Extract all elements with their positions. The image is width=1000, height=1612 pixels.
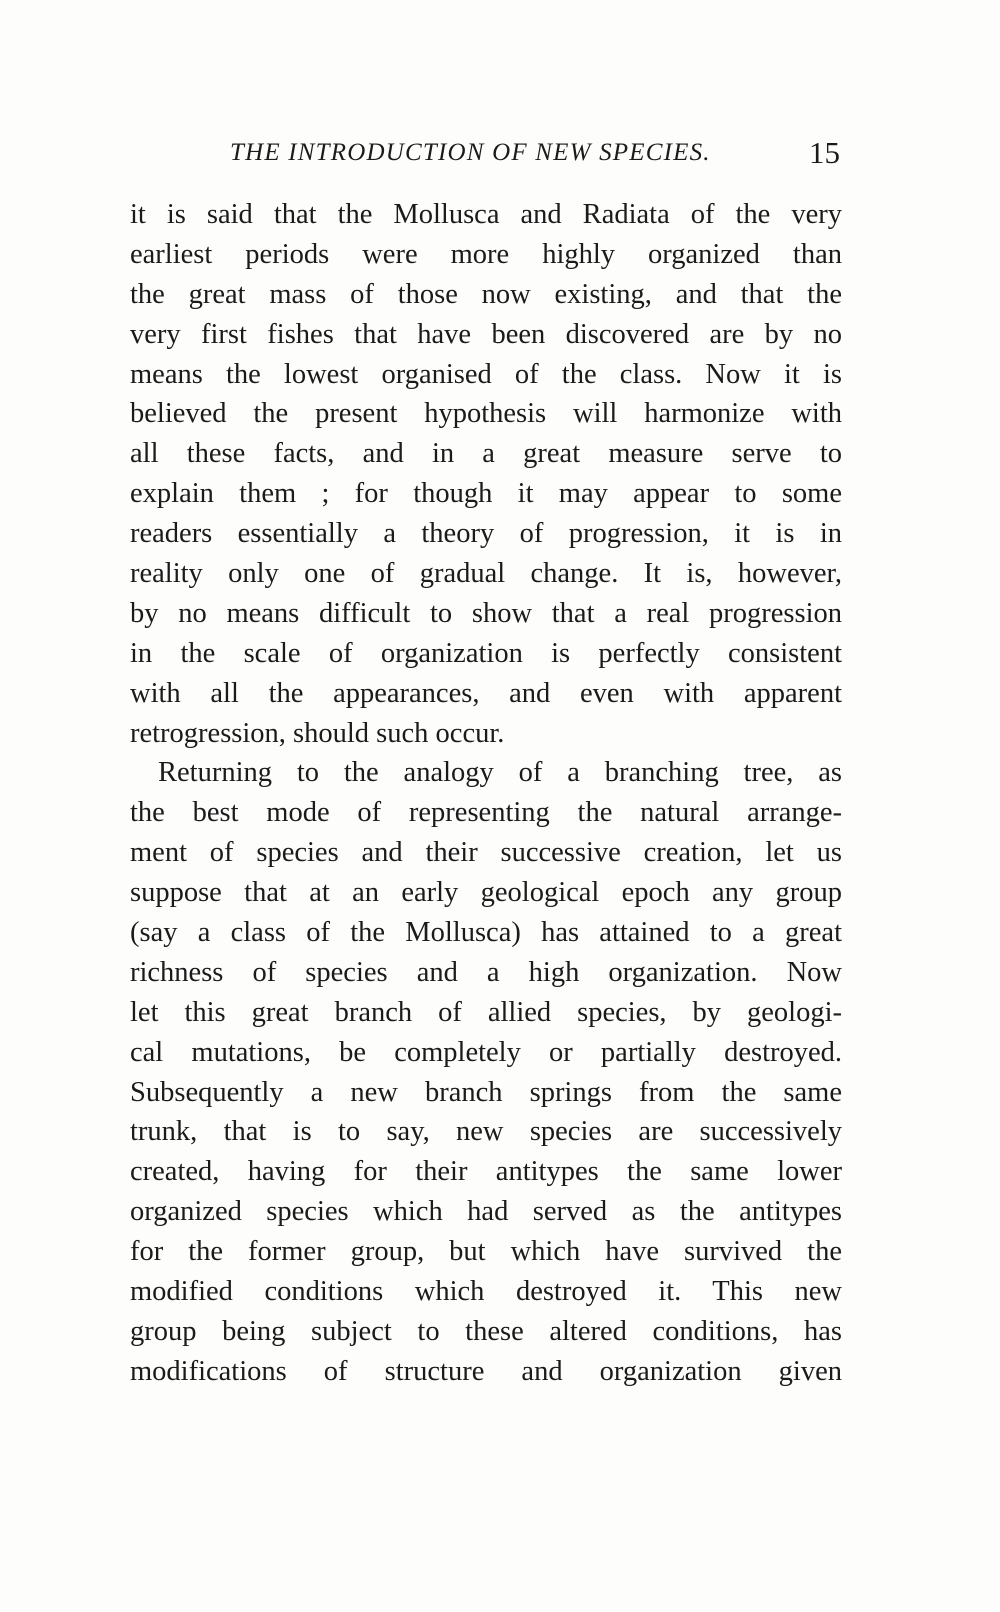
text-line: the great mass of those now existing, and that the — [130, 278, 842, 310]
text-line: richness of species and a high organization. Now — [130, 956, 842, 988]
text-line: for the former group, but which have survived the — [130, 1236, 842, 1268]
text-line: earliest periods were more highly organized than — [130, 238, 842, 270]
text-line: the best mode of representing the natural arrange- — [130, 797, 842, 829]
text-line: retrogression, should such occur. — [130, 717, 505, 749]
text-line: suppose that at an early geological epoch any group — [130, 877, 842, 909]
running-title: THE INTRODUCTION OF NEW SPECIES. — [230, 139, 711, 166]
text-line: explain them ; for though it may appear to some — [130, 478, 842, 510]
text-line: believed the present hypothesis will harmonize with — [130, 398, 842, 430]
text-line: readers essentially a theory of progression, it is in — [130, 518, 842, 550]
body-text — [130, 195, 842, 1392]
text-line: ment of species and their successive creation, let us — [130, 837, 842, 869]
text-line: group being subject to these altered conditions, has — [130, 1315, 842, 1347]
paragraph-1 — [130, 195, 842, 753]
text-line: cal mutations, be completely or partially destroyed. — [130, 1036, 842, 1068]
text-line: trunk, that is to say, new species are successively — [130, 1116, 842, 1148]
text-line: created, having for their antitypes the same lower — [130, 1156, 842, 1188]
text-line: means the lowest organised of the class. Now it is — [130, 358, 842, 390]
text-line: Returning to the analogy of a branching tree, as — [158, 757, 842, 789]
text-line: all these facts, and in a great measure serve to — [130, 438, 842, 470]
text-line: it is said that the Mollusca and Radiata of the very — [130, 199, 842, 230]
text-line: let this great branch of allied species, by geologi- — [130, 996, 842, 1028]
text-line: with all the appearances, and even with apparent — [130, 677, 842, 709]
text-line: reality only one of gradual change. It is, however, — [130, 558, 842, 590]
text-line: modifications of structure and organization given — [130, 1355, 842, 1387]
text-line: by no means difficult to show that a real progression — [130, 597, 842, 629]
text-line: (say a class of the Mollusca) has attained to a great — [130, 917, 842, 949]
page-number: 15 — [809, 135, 840, 170]
text-line: organized species which had served as the antitypes — [130, 1196, 842, 1228]
running-head — [230, 135, 840, 175]
paragraph-2 — [130, 753, 842, 1391]
text-line: very first fishes that have been discovered are by no — [130, 318, 842, 350]
text-line: in the scale of organization is perfectly consistent — [130, 637, 842, 669]
text-line: modified conditions which destroyed it. This new — [130, 1276, 842, 1308]
text-line: Subsequently a new branch springs from the same — [130, 1076, 842, 1108]
